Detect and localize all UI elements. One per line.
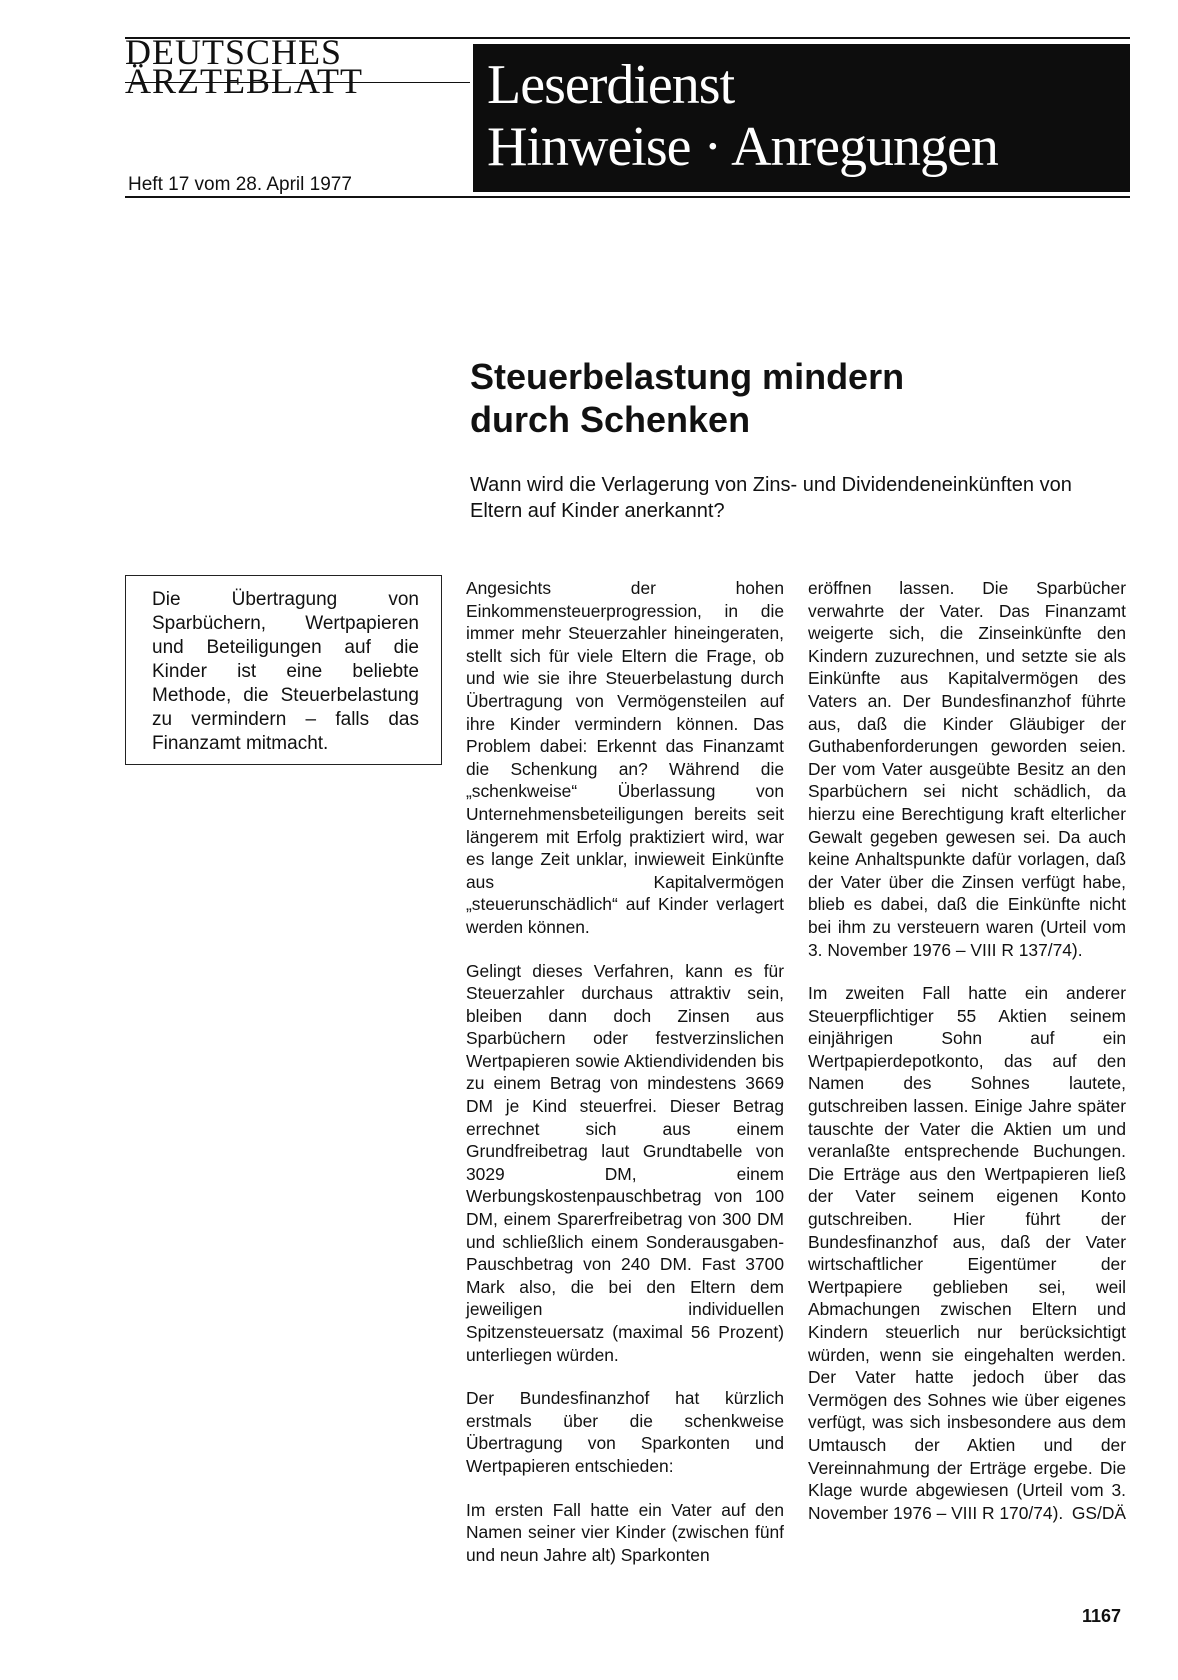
paragraph: Gelingt dieses Verfahren, kann es für Steuerzahler durchaus attraktiv sein, bleiben dann doch Zinsen aus Sparbüchern oder festverzinslichen Wertpapieren sowie Aktiendividenden bis zu einem Betrag von mindestens 3669 DM je Kind steuerfrei. Dieser Betrag errechnet sich aus einem Grundfreibetrag laut Grundtabelle von 3029 DM, einem Werbungskostenpauschbetrag von 100 DM, einem Sparerfreibetrag von 300 DM und schließlich einem Sonderausgaben-Pauschbetrag von 240 DM. Fast 3700 Mark also, die bei den Eltern dem jeweiligen individuellen Spitzensteuersatz (maximal 56 Prozent) unterliegen würden. <box>466 960 784 1365</box>
paragraph: Angesichts der hohen Einkommensteuerprogression, in die immer mehr Steuerzahler hineingeraten, stellt sich für viele Eltern die Frage, ob und wie sie ihre Steuerbelastung durch Übertragung von Vermögensteilen auf ihre Kinder vermindern können. Das Problem dabei: Erkennt das Finanzamt die Schenkung an? Während die „schenkweise“ Überlassung von Unternehmensbeteiligungen bereits seit längerem mit Erfolg praktiziert wird, war es lange Zeit unklar, inwieweit Einkünfte aus Kapitalvermögen „steuerunschädlich“ auf Kinder verlagert werden können. <box>466 578 784 937</box>
paragraph: Der Bundesfinanzhof hat kürzlich erstmals über die schenkweise Übertragung von Sparkonten und Wertpapieren entschieden: <box>466 1388 784 1476</box>
section-title-line-2: Hinweise · Anregungen <box>487 116 998 178</box>
paragraph: Im zweiten Fall hatte ein anderer Steuerpflichtiger 55 Aktien seinem einjährigen Sohn auf ein Wertpapierdepotkonto, das auf den Namen des Sohnes lautete, gutschreiben lassen. Einige Jahre später tauschte der Vater die Aktien um und veranlaßte entsprechende Buchungen. Die Erträge aus den Wertpapieren ließ der Vater seinem eigenen Konto gutschreiben. Hier führt der Bundesfinanzhof aus, daß der Vater wirtschaftlicher Eigentümer der Wertpapiere geblieben sei, weil Abmachungen zwischen Eltern und Kindern steuerlich nur berücksichtigt würden, wenn sie eingehalten werden. Der Vater hatte jedoch über das Vermögen des Sohnes wie über eigenes verfügt, was sich insbesondere aus dem Umtausch der Aktien und der Vereinnahmung der Erträge ergebe. Die Klage wurde abgewiesen (Urteil vom 3. November 1976 – VIII R 170/74). <box>808 983 1126 1523</box>
article-title-line-2: durch Schenken <box>470 399 751 440</box>
article-title-line-1: Steuerbelastung mindern <box>470 356 905 397</box>
author-signoff: GS/DÄ <box>1071 1502 1126 1523</box>
paragraph: Im ersten Fall hatte ein Vater auf den Namen seiner vier Kinder (zwischen fünf und neun Jahre alt) Sparkonten <box>466 1499 784 1565</box>
article-column-2 <box>808 577 1126 1524</box>
paragraph: eröffnen lassen. Die Sparbücher verwahrte der Vater. Das Finanzamt weigerte sich, die Zinseinkünfte den Kindern zuzurechnen, und setzte sie als Einkünfte aus Kapitalvermögen des Vaters an. Der Bundesfinanzhof führte aus, daß die Kinder Gläubiger der Guthabenforderungen geworden seien. Der vom Vater ausgeübte Besitz an den Sparbüchern sei nicht schädlich, da hierzu eine Berechtigung kraft elterlicher Gewalt gegeben gewesen sei. Da auch keine Anhaltspunkte dafür vorlagen, daß der Vater über die Zinsen verfügt habe, blieb es dabei, daß die Einkünfte nicht bei ihm zu versteuern waren (Urteil vom 3. November 1976 – VIII R 137/74). <box>808 578 1126 960</box>
issue-date: Heft 17 vom 28. April 1977 <box>128 174 352 195</box>
teaser-box: Die Übertragung von Sparbüchern, Wertpapieren und Beteiligungen auf die Kinder ist eine beliebte Methode, die Steuerbelastung zu vermindern – falls das Finanzamt mitmacht. <box>125 575 442 765</box>
article-title <box>470 355 1090 441</box>
masthead-bottom-rule <box>125 196 1130 198</box>
brand-line-2: ÄRZTEBLATT <box>125 61 363 101</box>
section-title-line-1: Leserdienst <box>487 54 735 116</box>
article-column-1 <box>466 577 784 1587</box>
brand-line-1: DEUTSCHES <box>125 32 343 72</box>
section-banner <box>473 44 1130 192</box>
masthead-logo <box>125 32 455 101</box>
page-number: 1167 <box>1082 1606 1122 1626</box>
article-subtitle: Wann wird die Verlagerung von Zins- und Dividendeneinkünften von Eltern auf Kinder anerkannt? <box>470 474 1072 522</box>
